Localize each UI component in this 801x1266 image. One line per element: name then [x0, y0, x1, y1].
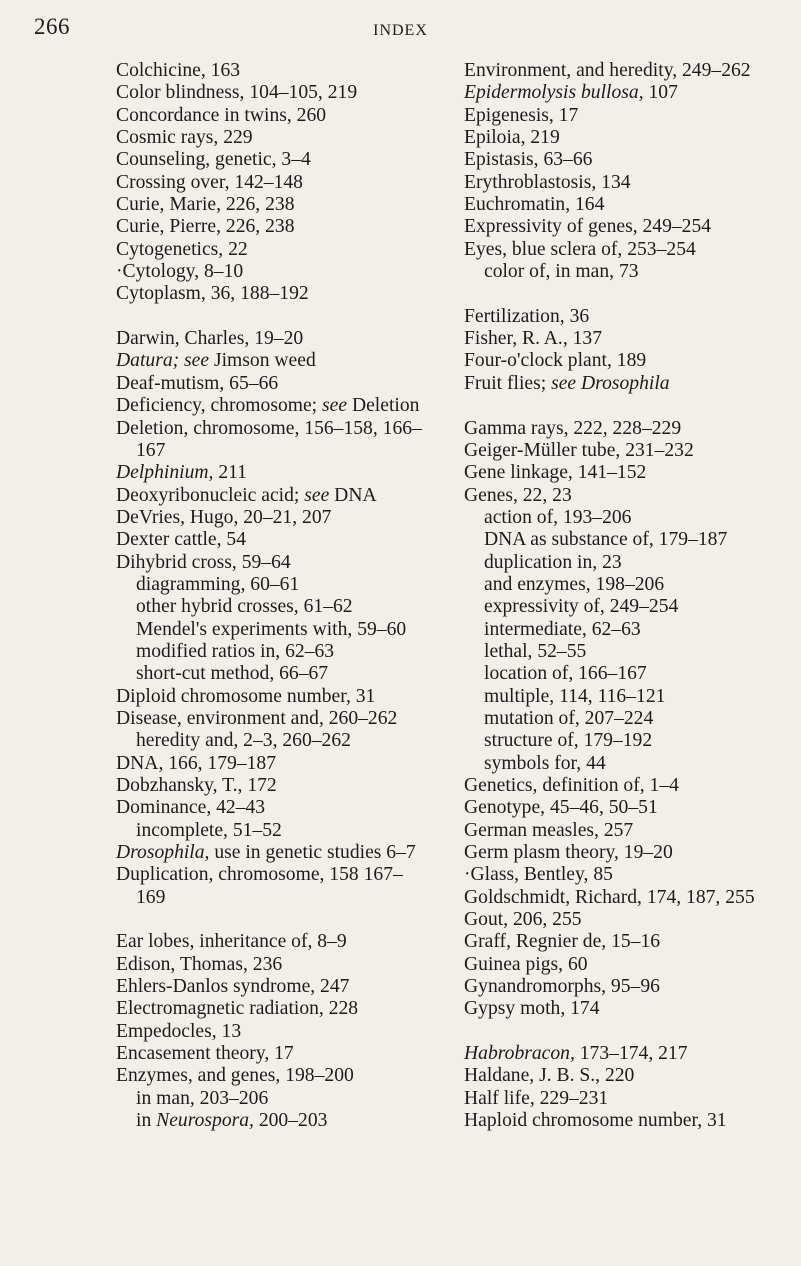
entry-text: Gypsy moth, 174 — [464, 998, 600, 1020]
entry-text: use in genetic studies 6–7 — [209, 842, 416, 864]
index-entry — [116, 507, 451, 529]
entry-text: multiple, 114, 116–121 — [484, 685, 666, 707]
index-entry — [116, 954, 451, 976]
entry-text: Haldane, J. B. S., 220 — [464, 1065, 635, 1087]
entry-text: Electromagnetic radiation, 228 — [116, 998, 359, 1020]
entry-text: German measles, 257 — [464, 819, 634, 841]
entry-text: Deaf-mutism, 65–66 — [116, 372, 279, 394]
index-entry — [464, 1110, 794, 1132]
index-entry — [464, 775, 794, 797]
entry-text: Environment, and heredity, 249–262 — [464, 60, 751, 81]
section-gap — [464, 395, 794, 417]
index-entry — [464, 105, 794, 127]
entry-text: in man, 203–206 — [136, 1087, 269, 1109]
index-subentry — [116, 1110, 451, 1132]
index-subentry — [464, 596, 794, 618]
entry-text: Eyes, blue sclera of, 253–254 — [464, 238, 696, 260]
entry-text: Ehlers-Danlos syndrome, 247 — [116, 976, 350, 998]
entry-text: Deoxyribonucleic acid; — [116, 484, 305, 506]
index-entry — [464, 998, 794, 1020]
entry-text: symbols for, 44 — [484, 752, 606, 774]
entry-text: 169 — [136, 886, 166, 908]
index-entry — [116, 1065, 451, 1087]
italic-text: Epidermolysis bullosa, — [464, 82, 644, 104]
entry-text: DNA, 166, 179–187 — [116, 752, 277, 774]
index-subentry — [464, 641, 794, 663]
entry-text: lethal, 52–55 — [484, 640, 587, 662]
index-subentry — [464, 730, 794, 752]
index-entry — [116, 373, 451, 395]
index-entry — [464, 954, 794, 976]
index-subentry — [464, 574, 794, 596]
entry-text: modified ratios in, 62–63 — [136, 640, 335, 662]
entry-text: ·Cytology, 8–10 — [116, 261, 244, 283]
italic-text: see — [304, 484, 330, 506]
index-subentry — [464, 507, 794, 529]
entry-text: short-cut method, 66–67 — [136, 663, 329, 685]
index-entry — [116, 82, 451, 104]
index-entry — [464, 462, 794, 484]
entry-text: DNA — [329, 484, 377, 506]
entry-text: Gynandromorphs, 95–96 — [464, 976, 660, 998]
running-head: INDEX — [373, 22, 428, 39]
index-subentry — [464, 753, 794, 775]
index-entry — [116, 976, 451, 998]
italic-text: see — [322, 395, 348, 417]
entry-text: Ear lobes, inheritance of, 8–9 — [116, 931, 347, 953]
entry-text: Diploid chromosome number, 31 — [116, 685, 376, 707]
index-entry — [116, 686, 451, 708]
index-subentry — [116, 440, 451, 462]
entry-text: Curie, Marie, 226, 238 — [116, 194, 295, 216]
italic-text: Datura; — [116, 350, 180, 372]
entry-text: Dihybrid cross, 59–64 — [116, 551, 291, 573]
index-entry — [116, 552, 451, 574]
index-entry — [116, 529, 451, 551]
index-entry — [116, 239, 451, 261]
index-entry — [464, 887, 794, 909]
entry-text: Expressivity of genes, 249–254 — [464, 216, 712, 238]
entry-text: Genes, 22, 23 — [464, 484, 572, 506]
index-entry — [116, 1043, 451, 1065]
italic-text: Drosophila, — [116, 842, 210, 864]
entry-text: Gamma rays, 222, 228–229 — [464, 417, 682, 439]
entry-text: Curie, Pierre, 226, 238 — [116, 216, 295, 238]
index-subentry — [116, 574, 451, 596]
index-entry — [116, 775, 451, 797]
entry-text: color of, in man, 73 — [484, 261, 639, 283]
index-entry — [116, 842, 451, 864]
index-entry — [116, 998, 451, 1020]
index-subentry — [116, 641, 451, 663]
entry-text: Crossing over, 142–148 — [116, 171, 303, 193]
italic-text: Neurospora, — [156, 1110, 254, 1132]
entry-text: Color blindness, 104–105, 219 — [116, 82, 358, 104]
entry-text: Cytoplasm, 36, 188–192 — [116, 283, 309, 305]
entry-text: Haploid chromosome number, 31 — [464, 1110, 727, 1132]
entry-text: Mendel's experiments with, 59–60 — [136, 618, 407, 640]
entry-text: Encasement theory, 17 — [116, 1043, 294, 1065]
entry-text: Epigenesis, 17 — [464, 104, 579, 126]
section-gap — [464, 1021, 794, 1043]
index-entry — [116, 931, 451, 953]
italic-text: Habrobracon, — [464, 1043, 575, 1065]
entry-text: Deletion — [347, 395, 420, 417]
index-entry — [116, 395, 451, 417]
index-entry — [116, 283, 451, 305]
index-entry — [464, 797, 794, 819]
index-subentry — [116, 820, 451, 842]
entry-text: Deficiency, chromosome; — [116, 395, 323, 417]
index-entry — [464, 864, 794, 886]
index-entry — [116, 462, 451, 484]
index-entry — [116, 753, 451, 775]
index-subentry — [116, 619, 451, 641]
entry-text: Fisher, R. A., 137 — [464, 328, 603, 350]
index-entry — [116, 261, 451, 283]
entry-text: heredity and, 2–3, 260–262 — [136, 730, 351, 752]
entry-text: 173–174, 217 — [574, 1043, 688, 1065]
entry-text: 200–203 — [253, 1110, 328, 1132]
index-entry — [464, 82, 794, 104]
index-subentry — [464, 261, 794, 283]
entry-text: expressivity of, 249–254 — [484, 596, 679, 618]
entry-text: DNA as substance of, 179–187 — [484, 529, 728, 551]
entry-text: Euchromatin, 164 — [464, 194, 605, 216]
entry-text: Dobzhansky, T., 172 — [116, 775, 277, 796]
entry-text: 211 — [213, 462, 247, 484]
entry-text: Graff, Regnier de, 15–16 — [464, 931, 661, 953]
entry-text: Cosmic rays, 229 — [116, 127, 253, 149]
entry-text: Geiger-Müller tube, 231–232 — [464, 439, 694, 461]
entry-text: Epiloia, 219 — [464, 127, 560, 149]
entry-text: action of, 193–206 — [484, 506, 632, 528]
index-entry — [116, 1021, 451, 1043]
index-entry — [464, 373, 794, 395]
index-subentry — [116, 596, 451, 618]
entry-text: diagramming, 60–61 — [136, 573, 300, 595]
entry-text: ·Glass, Bentley, 85 — [464, 864, 613, 886]
entry-text: in — [136, 1110, 157, 1132]
entry-text: Counseling, genetic, 3–4 — [116, 149, 311, 171]
italic-text: see — [551, 372, 577, 394]
index-entry — [464, 1065, 794, 1087]
entry-text: Dexter cattle, 54 — [116, 529, 247, 551]
entry-text: Epistasis, 63–66 — [464, 149, 593, 171]
index-subentry — [464, 529, 794, 551]
index-entry — [464, 194, 794, 216]
entry-text: Deletion, chromosome, 156–158, 166– — [116, 417, 422, 439]
entry-text: Guinea pigs, 60 — [464, 953, 588, 975]
index-entry — [464, 350, 794, 372]
page-number: 266 — [34, 14, 70, 39]
index-entry — [464, 1088, 794, 1110]
index-subentry — [464, 619, 794, 641]
entry-text: Duplication, chromosome, 158 167– — [116, 864, 403, 886]
entry-text: Fertilization, 36 — [464, 305, 590, 327]
index-subentry — [464, 552, 794, 574]
entry-text: Genetics, definition of, 1–4 — [464, 775, 679, 796]
index-entry — [116, 797, 451, 819]
entry-text: 107 — [643, 82, 678, 104]
index-entry — [464, 172, 794, 194]
index-subentry — [464, 663, 794, 685]
index-entry — [464, 239, 794, 261]
index-entry — [116, 350, 451, 372]
index-entry — [116, 418, 451, 440]
index-entry — [116, 127, 451, 149]
entry-text: incomplete, 51–52 — [136, 819, 282, 841]
index-entry — [464, 440, 794, 462]
entry-text: Half life, 229–231 — [464, 1087, 609, 1109]
index-entry — [464, 931, 794, 953]
entry-text: Gout, 206, 255 — [464, 909, 582, 931]
index-entry — [116, 172, 451, 194]
index-entry — [464, 60, 794, 82]
entry-text: Goldschmidt, Richard, 174, 187, 255 — [464, 886, 755, 908]
index-column-right — [464, 60, 794, 1133]
entry-text: other hybrid crosses, 61–62 — [136, 596, 353, 618]
index-entry — [464, 418, 794, 440]
section-gap — [116, 306, 451, 328]
index-column-left — [116, 60, 451, 1133]
index-entry — [464, 216, 794, 238]
index-entry — [464, 485, 794, 507]
section-gap — [116, 909, 451, 931]
index-entry — [464, 909, 794, 931]
italic-text: Drosophila — [581, 372, 670, 394]
entry-text: and enzymes, 198–206 — [484, 573, 665, 595]
index-subentry — [464, 708, 794, 730]
entry-text: Darwin, Charles, 19–20 — [116, 328, 304, 350]
index-subentry — [116, 1088, 451, 1110]
index-subentry — [464, 686, 794, 708]
index-entry — [116, 864, 451, 886]
index-subentry — [116, 663, 451, 685]
index-entry — [116, 708, 451, 730]
index-entry — [464, 976, 794, 998]
entry-text: location of, 166–167 — [484, 663, 647, 685]
italic-text: Delphinium, — [116, 462, 214, 484]
index-subentry — [116, 730, 451, 752]
index-entry — [464, 306, 794, 328]
entry-text: mutation of, 207–224 — [484, 707, 654, 729]
index-entry — [116, 216, 451, 238]
entry-text: duplication in, 23 — [484, 551, 622, 573]
entry-text: Empedocles, 13 — [116, 1020, 242, 1042]
index-entry — [464, 328, 794, 350]
entry-text: intermediate, 62–63 — [484, 618, 641, 640]
entry-text: Genotype, 45–46, 50–51 — [464, 797, 658, 819]
index-entry — [116, 328, 451, 350]
entry-text: 167 — [136, 439, 166, 461]
index-entry — [116, 60, 451, 82]
index-entry — [464, 149, 794, 171]
index-entry — [464, 820, 794, 842]
index-entry — [464, 127, 794, 149]
entry-text: Cytogenetics, 22 — [116, 238, 248, 260]
entry-text: Four-o'clock plant, 189 — [464, 350, 647, 372]
entry-text: Disease, environment and, 260–262 — [116, 707, 398, 729]
entry-text: Jimson weed — [209, 350, 316, 372]
italic-text: see — [184, 350, 210, 372]
entry-text: Enzymes, and genes, 198–200 — [116, 1065, 354, 1087]
entry-text: Edison, Thomas, 236 — [116, 953, 283, 975]
entry-text: structure of, 179–192 — [484, 730, 653, 752]
section-gap — [464, 283, 794, 305]
entry-text: Erythroblastosis, 134 — [464, 171, 631, 193]
entry-text: Dominance, 42–43 — [116, 797, 266, 819]
index-entry — [116, 194, 451, 216]
index-entry — [464, 1043, 794, 1065]
entry-text: Concordance in twins, 260 — [116, 104, 327, 126]
index-entry — [116, 485, 451, 507]
entry-text: Fruit flies; — [464, 372, 552, 394]
index-entry — [116, 105, 451, 127]
entry-text: DeVries, Hugo, 20–21, 207 — [116, 506, 332, 528]
entry-text: Germ plasm theory, 19–20 — [464, 842, 673, 864]
entry-text: Colchicine, 163 — [116, 60, 241, 81]
index-entry — [464, 842, 794, 864]
index-subentry — [116, 887, 451, 909]
entry-text: Gene linkage, 141–152 — [464, 462, 647, 484]
index-entry — [116, 149, 451, 171]
